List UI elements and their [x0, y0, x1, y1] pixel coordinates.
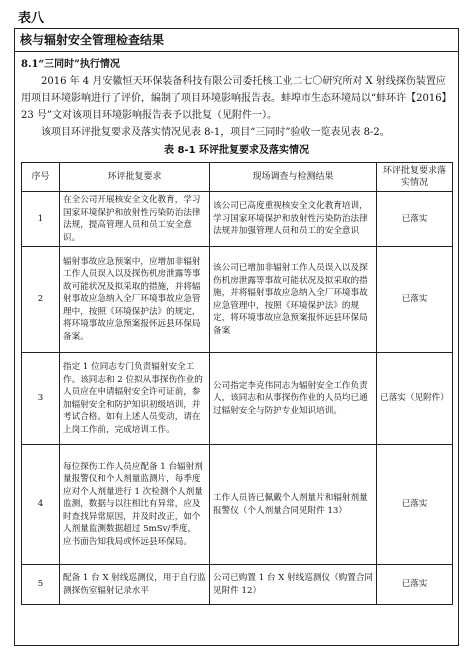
row-no: 4: [22, 445, 60, 565]
row-status: 已落实（见附件）: [377, 353, 453, 445]
table-row: [22, 565, 453, 605]
table-row: [22, 192, 453, 247]
table-caption: 表 8-1 环评批复要求及落实情况: [163, 145, 310, 156]
table-row: [22, 445, 453, 565]
row-finding: 公司指定李克伟同志为辐射安全工作负责人，该同志和从事探伤作业的人员均已通过辐射安全与防护专业知识培训。: [210, 353, 377, 445]
row-requirement: 在全公司开展核安全文化教育，学习国家环境保护和放射性污染防治法律法规，提高管理人员和员工安全意识。: [60, 192, 210, 247]
table-header-row: [22, 163, 453, 192]
row-status: 已落实: [377, 192, 453, 247]
row-status: 已落实: [377, 565, 453, 605]
sub-heading: 8.1“三同时”执行情况: [21, 59, 120, 70]
header-requirement: 环评批复要求: [60, 163, 210, 192]
row-no: 2: [22, 247, 60, 353]
paragraph-reference: 该项目环评批复要求及落实情况见表 8-1，项目“三同时”验收一览表见表 8-2。: [41, 127, 390, 138]
row-requirement: 指定 1 位同志专门负责辐射安全工作。该同志和 2 位拟从事探伤作业的人员应在申请辐射安全许可证前，参加辐射安全和防护知识初级培训，并考试合格。如有上述人员变动，请在上岗工作前，完成培训工作。: [60, 353, 210, 445]
row-finding: 公司已购置 1 台 X 射线巡测仪（购置合同见附件 12）: [210, 565, 377, 605]
row-requirement: 配备 1 台 X 射线巡测仪，用于自行监测探伤室辐射记录水平: [60, 565, 210, 605]
row-no: 3: [22, 353, 60, 445]
section-frame: [14, 28, 459, 646]
header-no: 序号: [22, 163, 60, 192]
row-requirement: 辐射事故应急预案中，应增加非辐射工作人员误入以及探伤机房泄露等事故可能状况及拟采取的措施，并将辐射事故应急纳入全厂环境事故应急管理中，按照《环境保护法》的规定，将环境事故应急预案报怀远县环保局备案。: [60, 247, 210, 353]
table-row: [22, 247, 453, 353]
row-no: 1: [22, 192, 60, 247]
paragraph-eia: 2016 年 4 月安徽恒天环保装备科技有限公司委托核工业二七〇研究所对 X 射线探伤装置应用项目环境影响进行了评价，编制了项目环境影响报告表。蚌埠市生态环境局以“蚌环许【2016】23 号”文对该项目环境影响报告表予以批复（见附件一）。: [21, 76, 452, 121]
row-finding: 该公司已增加非辐射工作人员误入以及探伤机房泄露等事故可能状况及拟采取的措施，并将辐射事故应急纳入全厂环境事故应急管理中，按照《环境保护法》的规定，将环境事故应急预案报怀远县环保局备案: [210, 247, 377, 353]
row-requirement: 每位探伤工作人员应配备 1 台辐射剂量报警仪和个人剂量监测片，每季度应对个人剂量进行 1 次检测个人剂量监测，数据与以往相比有异常，应及时查找异常原因，并及时改正，如个人剂量监测数据超过 5mSv/季度， 应书面告知我局或怀远县环保局。: [60, 445, 210, 565]
header-status: 环评批复要求落实情况: [377, 163, 453, 192]
row-no: 5: [22, 565, 60, 605]
row-status: 已落实: [377, 445, 453, 565]
requirements-table: [21, 162, 453, 605]
table-row: [22, 353, 453, 445]
row-status: 已落实: [377, 247, 453, 353]
section-content: [15, 52, 458, 605]
page-label: 表八: [18, 11, 45, 26]
row-finding: 工作人员皆已佩戴个人剂量片和辐射剂量报警仪（个人剂量合同见附件 13）: [210, 445, 377, 565]
header-finding: 现场调查与检测结果: [210, 163, 377, 192]
section-title: 核与辐射安全管理检查结果: [15, 29, 458, 52]
row-finding: 该公司已高度重视核安全文化教育培训，学习国家环境保护和放射性污染防治法律法规并加强管理人员和员工的安全意识: [210, 192, 377, 247]
